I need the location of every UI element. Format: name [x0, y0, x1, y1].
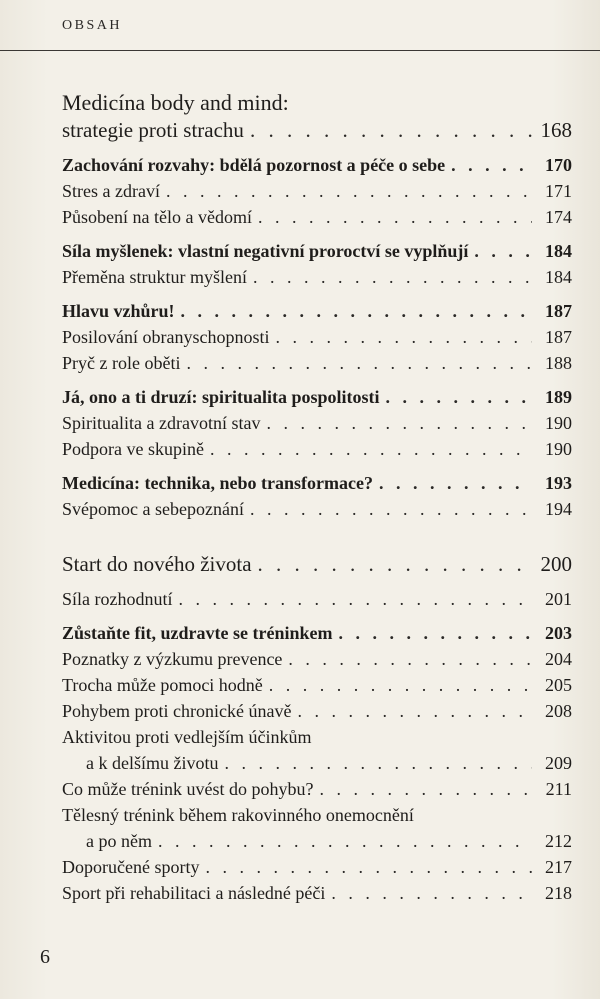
- entry-label: Síla myšlenek: vlastní negativní proroctví se vyplňují: [62, 241, 469, 261]
- leader-dots: [224, 750, 532, 776]
- entry-label: Co může trénink uvést do pohybu?: [62, 779, 314, 799]
- page-number: 204: [545, 649, 572, 669]
- toc-entry[interactable]: [62, 264, 572, 290]
- entry-label: Medicína: technika, nebo transformace?: [62, 473, 373, 493]
- leader-dots: [258, 204, 532, 230]
- page-number: 187: [545, 327, 572, 347]
- leader-dots: [474, 238, 532, 264]
- running-head: OBSAH: [62, 18, 122, 33]
- leader-dots: [166, 178, 532, 204]
- toc-entry-line2[interactable]: [62, 750, 572, 776]
- page-number: 194: [545, 499, 572, 519]
- leader-dots: [266, 410, 532, 436]
- toc-entry[interactable]: [62, 178, 572, 204]
- page-number: 187: [545, 301, 572, 321]
- toc-entry-line2[interactable]: [62, 828, 572, 854]
- section-title-entry[interactable]: [62, 116, 572, 144]
- page-number: 168: [540, 118, 572, 142]
- page-number: 208: [545, 701, 572, 721]
- page-number: 212: [545, 831, 572, 851]
- toc-entry-line1[interactable]: Aktivitou proti vedlejším účinkům: [62, 727, 312, 747]
- page-number: 174: [545, 207, 572, 227]
- section-title-entry[interactable]: [62, 550, 572, 578]
- page-number: 205: [545, 675, 572, 695]
- toc-entry[interactable]: [62, 880, 572, 906]
- section-title-line1: Medicína body and mind:: [62, 90, 289, 115]
- page-number: 184: [545, 267, 572, 287]
- leader-dots: [338, 620, 532, 646]
- entry-label: Zůstaňte fit, uzdravte se tréninkem: [62, 623, 333, 643]
- page-number: 218: [545, 883, 572, 903]
- page-number: 217: [545, 857, 572, 877]
- toc-entry[interactable]: [62, 496, 572, 522]
- page-number: 200: [540, 552, 572, 576]
- page-number: 188: [545, 353, 572, 373]
- page-number: 190: [545, 439, 572, 459]
- page-number: 189: [545, 387, 572, 407]
- leader-dots: [205, 854, 532, 880]
- entry-label: a k delšímu životu: [86, 753, 219, 773]
- entry-label: Pohybem proti chronické únavě: [62, 701, 292, 721]
- toc-entry[interactable]: [62, 646, 572, 672]
- leader-dots: [250, 496, 532, 522]
- entry-label: Spiritualita a zdravotní stav: [62, 413, 261, 433]
- toc-entry-chapter[interactable]: [62, 470, 572, 496]
- leader-dots: [186, 350, 532, 376]
- leader-dots: [181, 298, 532, 324]
- leader-dots: [379, 470, 532, 496]
- leader-dots: [158, 828, 532, 854]
- toc-entry[interactable]: [62, 776, 572, 802]
- page-number: 203: [545, 623, 572, 643]
- toc-entry[interactable]: [62, 204, 572, 230]
- leader-dots: [210, 436, 532, 462]
- entry-label: Já, ono a ti druzí: spiritualita pospolitosti: [62, 387, 380, 407]
- page-folio: 6: [40, 946, 50, 968]
- entry-label: Zachování rozvahy: bdělá pozornost a péče o sebe: [62, 155, 446, 175]
- entry-label: Sport při rehabilitaci a následné péči: [62, 883, 326, 903]
- page-number: 190: [545, 413, 572, 433]
- entry-label: Podpora ve skupině: [62, 439, 204, 459]
- leader-dots: [319, 776, 532, 802]
- toc-entry[interactable]: [62, 410, 572, 436]
- leader-dots: [269, 672, 532, 698]
- entry-label: Poznatky z výzkumu prevence: [62, 649, 283, 669]
- leader-dots: [331, 880, 532, 906]
- section-title-line2: strategie proti strachu: [62, 118, 244, 142]
- leader-dots: [250, 116, 532, 144]
- entry-label: Trocha může pomoci hodně: [62, 675, 263, 695]
- toc-entry[interactable]: [62, 436, 572, 462]
- toc-entry[interactable]: [62, 350, 572, 376]
- leader-dots: [253, 264, 532, 290]
- page-number: 184: [545, 241, 572, 261]
- toc-entry-chapter[interactable]: [62, 298, 572, 324]
- toc-entry[interactable]: [62, 854, 572, 880]
- page-number: 211: [545, 779, 572, 799]
- page-number: 171: [545, 181, 572, 201]
- toc-entry[interactable]: [62, 698, 572, 724]
- page-number: 209: [545, 753, 572, 773]
- header-rule: [0, 50, 600, 51]
- table-of-contents: [62, 90, 572, 906]
- entry-label: Posilování obranyschopnosti: [62, 327, 270, 347]
- entry-label: Pryč z role oběti: [62, 353, 181, 373]
- entry-label: Přeměna struktur myšlení: [62, 267, 247, 287]
- toc-entry[interactable]: [62, 586, 572, 612]
- entry-label: a po něm: [86, 831, 152, 851]
- leader-dots: [179, 586, 533, 612]
- section-title: Start do nového života: [62, 552, 252, 576]
- toc-entry-chapter[interactable]: [62, 238, 572, 264]
- page-number: 201: [545, 589, 572, 609]
- entry-label: Působení na tělo a vědomí: [62, 207, 252, 227]
- entry-label: Stres a zdraví: [62, 181, 160, 201]
- toc-entry-chapter[interactable]: [62, 152, 572, 178]
- entry-label: Doporučené sporty: [62, 857, 200, 877]
- entry-label: Svépomoc a sebepoznání: [62, 499, 244, 519]
- toc-entry-line1[interactable]: Tělesný trénink během rakovinného onemocnění: [62, 805, 414, 825]
- toc-entry[interactable]: [62, 672, 572, 698]
- leader-dots: [288, 646, 532, 672]
- toc-entry-chapter[interactable]: [62, 620, 572, 646]
- leader-dots: [297, 698, 532, 724]
- leader-dots: [451, 152, 532, 178]
- toc-entry-chapter[interactable]: [62, 384, 572, 410]
- leader-dots: [276, 324, 533, 350]
- leader-dots: [258, 550, 532, 578]
- page-number: 193: [545, 473, 572, 493]
- leader-dots: [386, 384, 532, 410]
- entry-label: Hlavu vzhůru!: [62, 301, 175, 321]
- toc-entry[interactable]: [62, 324, 572, 350]
- page-number: 170: [545, 155, 572, 175]
- entry-label: Síla rozhodnutí: [62, 589, 173, 609]
